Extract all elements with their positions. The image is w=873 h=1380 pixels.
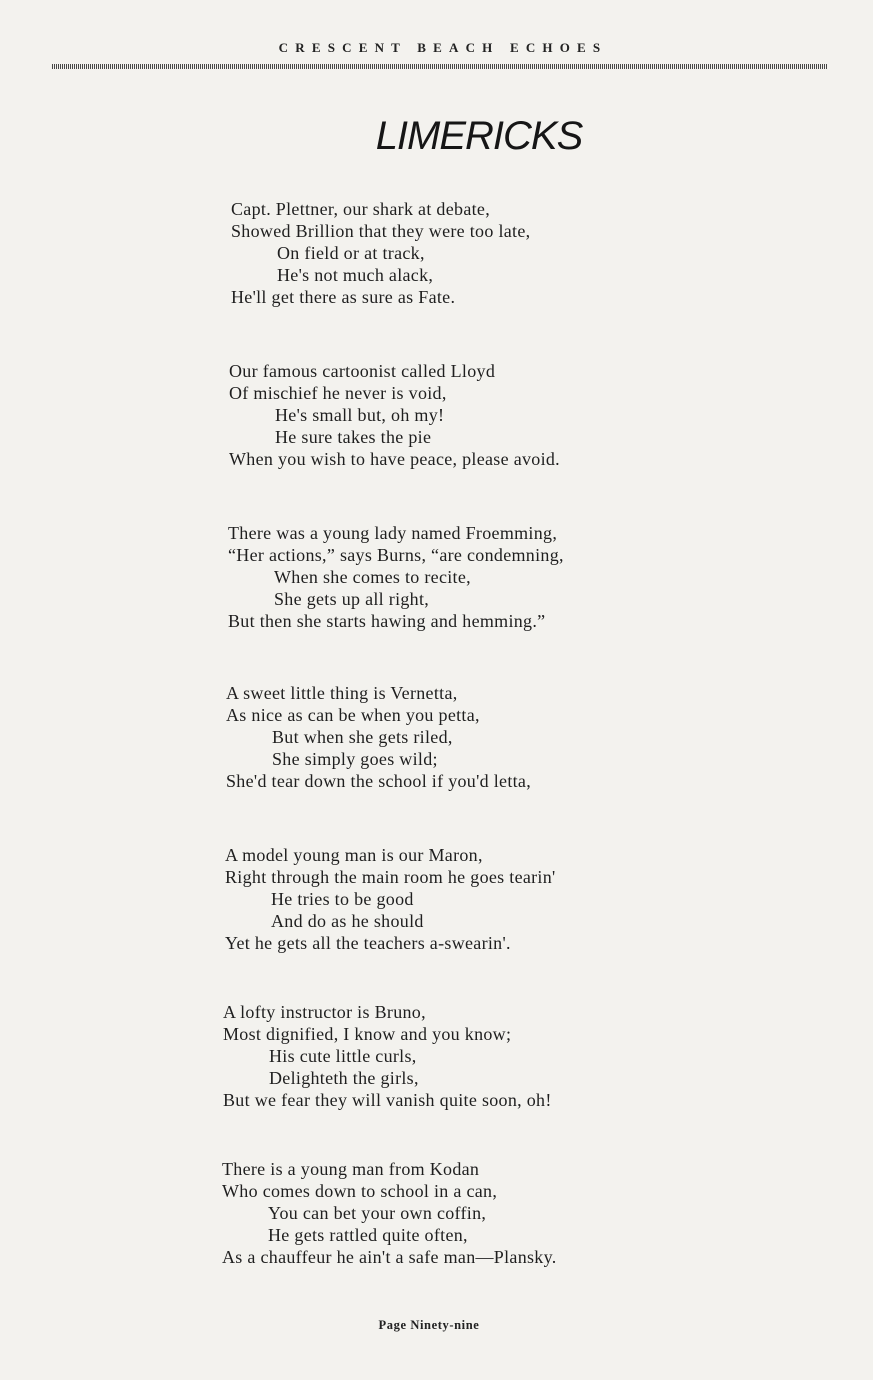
limerick-line: You can bet your own coffin, [268, 1203, 487, 1223]
limerick-line: And do as he should [271, 911, 424, 931]
limerick-line: A model young man is our Maron, [225, 845, 483, 865]
limerick-line: He gets rattled quite often, [268, 1225, 468, 1245]
limerick-line: But then she starts hawing and hemming.” [228, 611, 546, 631]
limerick-4 [226, 682, 531, 792]
limerick-5 [225, 844, 556, 954]
limerick-line: Showed Brillion that they were too late, [231, 221, 531, 241]
limerick-line: He sure takes the pie [275, 427, 432, 447]
limerick-2 [229, 360, 560, 470]
limerick-line: When you wish to have peace, please avoid. [229, 449, 560, 469]
limerick-line: Of mischief he never is void, [229, 383, 447, 403]
limerick-line: He'll get there as sure as Fate. [231, 287, 456, 307]
limerick-3 [228, 522, 564, 632]
limerick-7 [222, 1158, 557, 1268]
limerick-line: A sweet little thing is Vernetta, [226, 683, 458, 703]
limerick-line: But when she gets riled, [272, 727, 453, 747]
page-number: Page Ninety-nine [378, 1318, 480, 1332]
limerick-line: Right through the main room he goes tearin' [225, 867, 556, 887]
limerick-line: Our famous cartoonist called Lloyd [229, 361, 496, 381]
limerick-line: There was a young lady named Froemming, [228, 523, 558, 543]
limerick-6 [223, 1001, 552, 1111]
limerick-line: But we fear they will vanish quite soon, oh! [223, 1090, 552, 1110]
limerick-line: When she comes to recite, [274, 567, 471, 587]
page-title: LIMERICKS [375, 114, 583, 158]
header-rule [52, 64, 828, 69]
running-header: CRESCENT BEACH ECHOES [278, 40, 608, 55]
limerick-line: As a chauffeur he ain't a safe man—Plansky. [222, 1247, 557, 1267]
limerick-1 [231, 198, 530, 308]
limerick-line: She'd tear down the school if you'd letta, [226, 771, 532, 791]
limerick-line: He's not much alack, [277, 265, 434, 285]
limerick-line: Delighteth the girls, [269, 1068, 419, 1088]
limerick-line: Most dignified, I know and you know; [223, 1024, 512, 1044]
limerick-line: A lofty instructor is Bruno, [223, 1002, 426, 1022]
limerick-line: There is a young man from Kodan [222, 1159, 480, 1179]
limerick-line: Capt. Plettner, our shark at debate, [231, 199, 491, 219]
limerick-line: His cute little curls, [269, 1046, 417, 1066]
limerick-line: Yet he gets all the teachers a-swearin'. [225, 933, 511, 953]
limerick-line: As nice as can be when you petta, [226, 705, 480, 725]
limerick-line: He tries to be good [271, 889, 414, 909]
limerick-line: On field or at track, [277, 243, 425, 263]
limerick-line: He's small but, oh my! [275, 405, 445, 425]
limerick-line: Who comes down to school in a can, [222, 1181, 498, 1201]
limerick-line: She simply goes wild; [272, 749, 438, 769]
limerick-line: “Her actions,” says Burns, “are condemning, [228, 545, 564, 565]
limerick-line: She gets up all right, [274, 589, 430, 609]
